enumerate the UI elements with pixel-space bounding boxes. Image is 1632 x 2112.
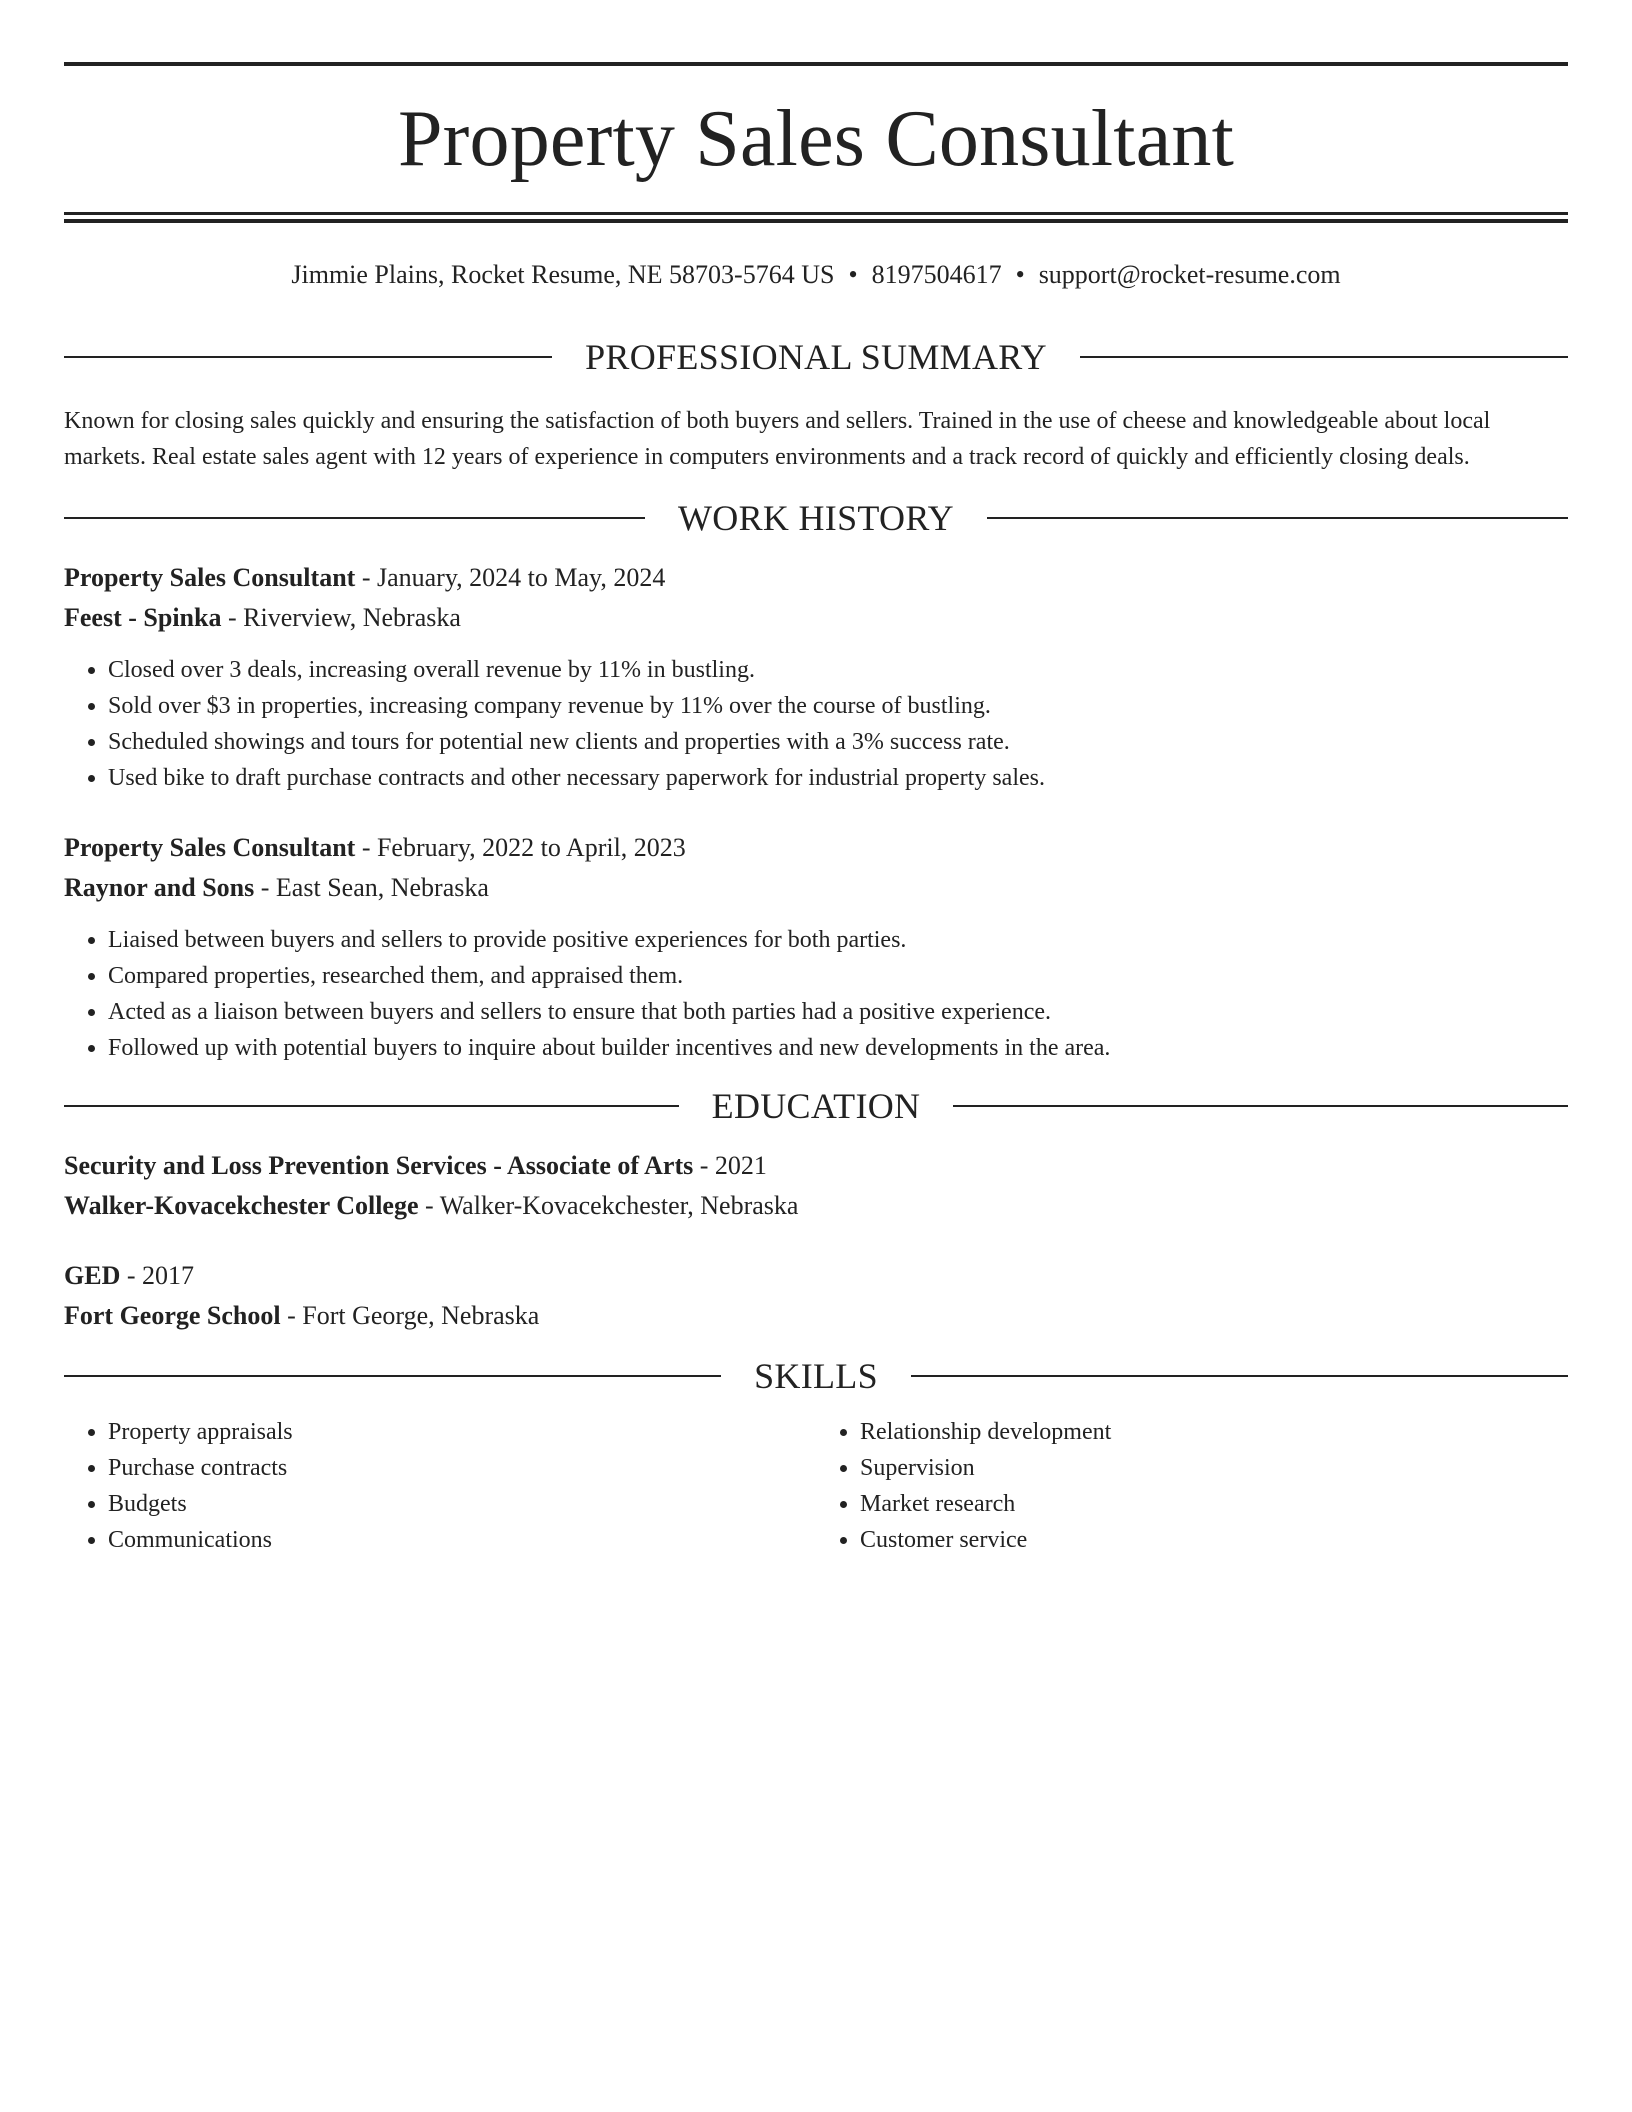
job-dates: - January, 2024 to May, 2024 bbox=[355, 563, 666, 593]
education-degree: Security and Loss Prevention Services - Associate of Arts bbox=[64, 1151, 694, 1181]
job-dates: - February, 2022 to April, 2023 bbox=[355, 833, 686, 863]
education-school-line bbox=[64, 1186, 1568, 1226]
heading-rule-left bbox=[64, 1375, 721, 1377]
skill-item: • Budgets bbox=[108, 1486, 816, 1522]
job-bullet: • Scheduled showings and tours for potential new clients and properties with a 3% success rate. bbox=[108, 724, 1568, 760]
education-year: - 2021 bbox=[693, 1151, 767, 1181]
education-year: - 2017 bbox=[120, 1261, 195, 1291]
job-bullets bbox=[64, 652, 1568, 796]
summary-heading-title: PROFESSIONAL SUMMARY bbox=[585, 337, 1047, 378]
job-company: Raynor and Sons bbox=[64, 873, 255, 903]
education-degree-line bbox=[64, 1146, 1568, 1186]
double-rule bbox=[64, 212, 1568, 223]
education-degree-line bbox=[64, 1256, 1568, 1296]
contact-line bbox=[64, 259, 1568, 290]
job-bullets bbox=[64, 922, 1568, 1066]
work-history-heading-title: WORK HISTORY bbox=[678, 498, 954, 539]
education-degree: GED bbox=[64, 1261, 121, 1291]
job-bullet: • Used bike to draft purchase contracts and other necessary paperwork for industrial property sales. bbox=[108, 760, 1568, 796]
summary-heading bbox=[64, 337, 1568, 378]
education-school: Walker-Kovacekchester College bbox=[64, 1191, 419, 1221]
skills-columns bbox=[64, 1414, 1568, 1558]
work-history-heading bbox=[64, 498, 1568, 539]
job-title-line bbox=[64, 828, 1568, 868]
skills-heading bbox=[64, 1356, 1568, 1397]
skills-list-right bbox=[816, 1414, 1568, 1558]
job-location: - East Sean, Nebraska bbox=[254, 873, 489, 903]
contact-phone: 8197504617 bbox=[871, 260, 1002, 289]
job-company-line bbox=[64, 598, 1568, 638]
skill-item: • Communications bbox=[108, 1522, 816, 1558]
education-school-line bbox=[64, 1296, 1568, 1336]
contact-separator: • bbox=[1015, 260, 1025, 289]
education-school: Fort George School bbox=[64, 1301, 281, 1331]
heading-rule-left bbox=[64, 356, 552, 358]
job-bullet: • Closed over 3 deals, increasing overall revenue by 11% in bustling. bbox=[108, 652, 1568, 688]
job-location: - Riverview, Nebraska bbox=[221, 603, 461, 633]
job-company-line bbox=[64, 868, 1568, 908]
contact-address: Jimmie Plains, Rocket Resume, NE 58703-5764 US bbox=[291, 260, 835, 289]
skill-item: • Market research bbox=[860, 1486, 1568, 1522]
job-title: Property Sales Consultant bbox=[64, 563, 356, 593]
job-bullet: • Sold over $3 in properties, increasing company revenue by 11% over the course of bustling. bbox=[108, 688, 1568, 724]
job-bullet: • Compared properties, researched them, and appraised them. bbox=[108, 958, 1568, 994]
education-location: - Walker-Kovacekchester, Nebraska bbox=[418, 1191, 799, 1221]
skill-item: • Customer service bbox=[860, 1522, 1568, 1558]
skills-heading-title: SKILLS bbox=[754, 1356, 878, 1397]
top-rule bbox=[64, 62, 1568, 66]
skills-list-left bbox=[64, 1414, 816, 1558]
heading-rule-right bbox=[953, 1105, 1568, 1107]
heading-rule-left bbox=[64, 517, 645, 519]
job-company: Feest - Spinka bbox=[64, 603, 222, 633]
heading-rule-right bbox=[1080, 356, 1568, 358]
job-title: Property Sales Consultant bbox=[64, 833, 356, 863]
heading-rule-right bbox=[987, 517, 1568, 519]
job-title-line bbox=[64, 558, 1568, 598]
skill-item: • Property appraisals bbox=[108, 1414, 816, 1450]
education-heading-title: EDUCATION bbox=[711, 1086, 921, 1127]
job-bullet: • Acted as a liaison between buyers and sellers to ensure that both parties had a positive experience. bbox=[108, 994, 1568, 1030]
education-heading bbox=[64, 1086, 1568, 1127]
heading-rule-right bbox=[911, 1375, 1568, 1377]
job-entry bbox=[64, 828, 1568, 1066]
education-entry bbox=[64, 1256, 1568, 1336]
contact-email: support@rocket-resume.com bbox=[1038, 260, 1341, 289]
job-bullet: • Followed up with potential buyers to inquire about builder incentives and new developments in the area. bbox=[108, 1030, 1568, 1066]
resume-name: Property Sales Consultant bbox=[397, 95, 1235, 183]
job-bullet: • Liaised between buyers and sellers to provide positive experiences for both parties. bbox=[108, 922, 1568, 958]
contact-separator: • bbox=[848, 260, 858, 289]
skill-item: • Purchase contracts bbox=[108, 1450, 816, 1486]
heading-rule-left bbox=[64, 1105, 679, 1107]
skill-item: • Relationship development bbox=[860, 1414, 1568, 1450]
education-entry bbox=[64, 1146, 1568, 1226]
summary-text: Known for closing sales quickly and ensuring the satisfaction of both buyers and sellers. Trained in the use of cheese and knowledgeable about local markets. Real estate sales agent with 12 years of experience in computers environments and a track record of quickly and efficiently closing deals. bbox=[64, 408, 1491, 471]
job-entry bbox=[64, 558, 1568, 796]
education-location: - Fort George, Nebraska bbox=[280, 1301, 540, 1331]
skill-item: • Supervision bbox=[860, 1450, 1568, 1486]
